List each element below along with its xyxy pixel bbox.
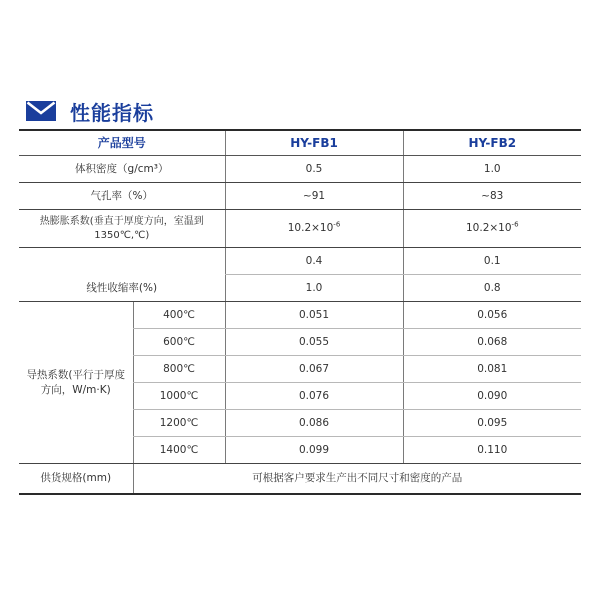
row-label: 供货规格(mm): [19, 464, 133, 494]
row-conductivity-400: [19, 302, 581, 329]
coefficient-exponent: -6: [511, 220, 519, 229]
row-label: 导热系数(平行于厚度方向，W/m·K): [19, 302, 133, 464]
row-label: [19, 210, 225, 248]
coefficient-value: 10.2×10: [466, 222, 512, 235]
table-header-row: [19, 130, 581, 156]
temp-cell: 1000℃: [133, 383, 225, 410]
header-model-2: HY-FB2: [403, 130, 581, 156]
temp-cell: 1200℃: [133, 410, 225, 437]
table-cell: 0.068: [403, 329, 581, 356]
coefficient-exponent: -6: [333, 220, 341, 229]
table-cell: 可根据客户要求生产出不同尺寸和密度的产品: [133, 464, 581, 494]
table-cell: ~91: [225, 183, 403, 210]
envelope-icon: [26, 101, 56, 121]
table-cell: 0.051: [225, 302, 403, 329]
table-cell: [225, 210, 403, 248]
table-cell: 0.5: [225, 156, 403, 183]
table-cell: [403, 210, 581, 248]
coefficient-value: 10.2×10: [287, 222, 334, 235]
table-cell: 0.076: [225, 383, 403, 410]
table-cell: 0.090: [403, 383, 581, 410]
temp-cell: 1400℃: [133, 437, 225, 464]
row-supply-spec: [19, 464, 581, 494]
section-heading: [26, 98, 154, 124]
table-cell: 0.067: [225, 356, 403, 383]
table-cell: 0.055: [225, 329, 403, 356]
table-cell: 1.0: [225, 275, 403, 302]
table-cell: 0.081: [403, 356, 581, 383]
row-thermal-expansion: [19, 210, 581, 248]
table-cell: 0.110: [403, 437, 581, 464]
row-label: 体积密度（g/cm³）: [19, 156, 225, 183]
table-cell: 0.095: [403, 410, 581, 437]
row-linear-shrinkage-1: [19, 248, 581, 275]
table-cell: 0.4: [225, 248, 403, 275]
table-cell: 1.0: [403, 156, 581, 183]
table-cell: 0.086: [225, 410, 403, 437]
row-label: 线性收缩率(%): [19, 248, 225, 302]
table-cell: ~83: [403, 183, 581, 210]
temp-cell: 800℃: [133, 356, 225, 383]
temp-cell: 400℃: [133, 302, 225, 329]
row-label-line2: 1350℃,℃): [94, 229, 150, 241]
spec-table: [19, 129, 581, 495]
table-cell: 0.099: [225, 437, 403, 464]
table-cell: 0.056: [403, 302, 581, 329]
table-cell: 0.8: [403, 275, 581, 302]
row-porosity: [19, 183, 581, 210]
page-title: 性能指标: [70, 100, 154, 125]
row-label: 气孔率（%）: [19, 183, 225, 210]
row-label-line1: 热膨胀系数(垂直于厚度方向，室温到: [39, 216, 204, 227]
row-bulk-density: [19, 156, 581, 183]
header-model-label: 产品型号: [19, 130, 225, 156]
temp-cell: 600℃: [133, 329, 225, 356]
header-model-1: HY-FB1: [225, 130, 403, 156]
table-cell: 0.1: [403, 248, 581, 275]
